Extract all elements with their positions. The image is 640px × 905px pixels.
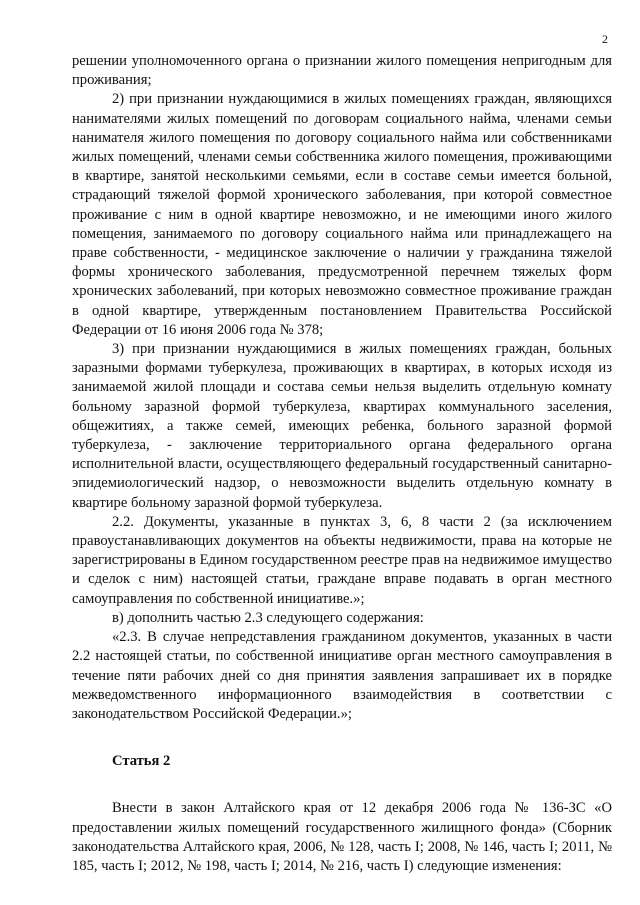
paragraph-item-3: 3) при признании нуждающимися в жилых помещениях граждан, больных заразными формами туберкулеза, проживающих в квартирах, в которых исходя из занимаемой жилой площади и состава семьи нельзя выделить отдельную комнату больному заразной формой туберкулеза, квартирах коммунального заселения, общежитиях, а также семей, имеющих ребенка, больного заразной формой туберкулеза, - заключение территориального органа федерального органа исполнительной власти, осуществляющего федеральный государственный санитарно-эпидемиологический надзор, о невозможности выделить отдельную комнату в квартире больному заразной формой туберкулеза.	[72, 341, 612, 511]
paragraph-article-2-intro: Внести в закон Алтайского края от 12 декабря 2006 года № 136-ЗС «О предоставлении жилых помещений государственного жилищного фонда» (Сборник законодательства Алтайского края, 2006, № 128, часть I; 2008, № 146, часть I; 2011, № 185, часть I; 2012, № 198, часть I; 2014, № 216, часть I) следующие изменения:	[72, 800, 612, 874]
spacer	[72, 771, 612, 799]
spacer	[72, 724, 612, 752]
document-body	[72, 52, 612, 876]
paragraph-amendment-v: в) дополнить частью 2.3 следующего содержания:	[112, 609, 424, 626]
paragraph-part-2-3: «2.3. В случае непредставления гражданином документов, указанных в части 2.2 настоящей статьи, по собственной инициативе орган местного самоуправления в течение пяти рабочих дней со дня принятия заявления запрашивает их в порядке межведомственного информационного взаимодействия в соответствии с законодательством Российской Федерации.»;	[72, 629, 612, 722]
paragraph-item-2: 2) при признании нуждающимися в жилых помещениях граждан, являющихся нанимателями жилых помещений по договорам социального найма, членами семьи нанимателя жилого помещения по договору социального найма или собственниками жилых помещений, членами семьи собственника жилого помещения, проживающими в квартире, занятой несколькими семьями, если в составе семьи имеется больной, страдающий тяжелой формой хронического заболевания, при которой совместное проживание с ним в одной квартире невозможно, и не имеющими иного жилого помещения, занимаемого по договору социального найма или принадлежащего на праве собственности, - медицинское заключение о наличии у гражданина тяжелой формы хронического заболевания, предусмотренной перечнем тяжелых форм хронических заболеваний, при которых невозможно совместное проживание граждан в одной квартире, утвержденным постановлением Правительства Российской Федерации от 16 июня 2006 года № 378;	[72, 91, 612, 338]
page-number: 2	[602, 32, 608, 46]
article-heading: Статья 2	[112, 753, 171, 770]
paragraph-continuation: решении уполномоченного органа о признании жилого помещения непригодным для проживания;	[72, 53, 612, 89]
paragraph-part-2-2: 2.2. Документы, указанные в пунктах 3, 6, 8 части 2 (за исключением правоустанавливающих документов на объекты недвижимости, права на которые не зарегистрированы в Едином государственном реестре прав на недвижимое имущество и сделок с ним) настоящей статьи, граждане вправе подавать в орган местного самоуправления по собственной инициативе.»;	[72, 513, 612, 607]
